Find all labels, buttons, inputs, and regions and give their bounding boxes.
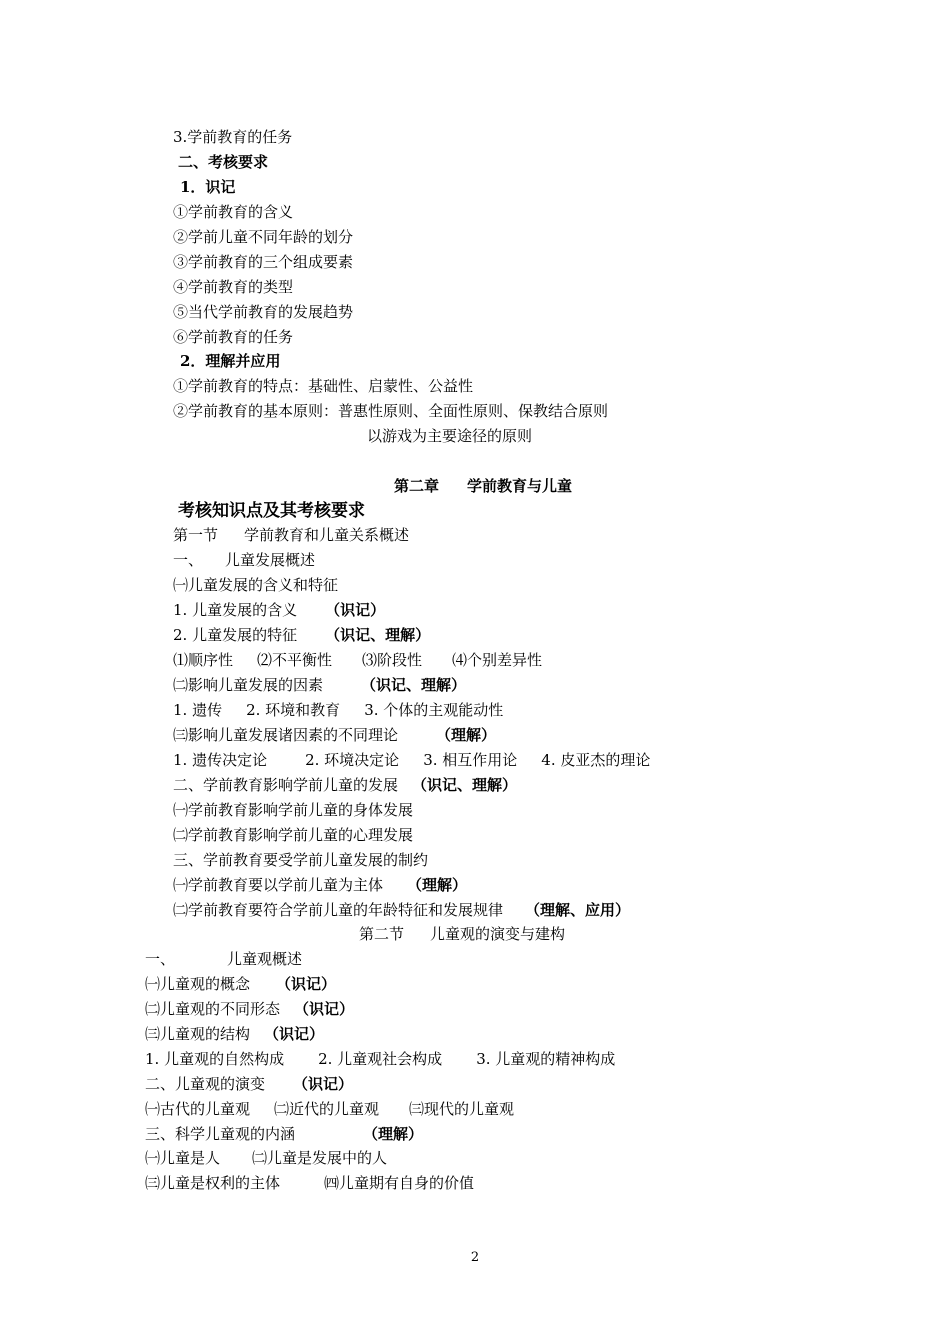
item-text: 二、学前教育影响学前儿童的发展 xyxy=(173,776,399,794)
text-line xyxy=(145,974,336,994)
requirement-tag: （理解） xyxy=(363,1125,424,1143)
item-text: 三、科学儿童观的内涵 xyxy=(145,1125,296,1143)
heading-text: 儿童发展概述 xyxy=(225,551,316,569)
requirement-tag: （识记） xyxy=(293,1075,354,1093)
text-line xyxy=(145,1049,615,1069)
list-item: ②学前儿童不同年龄的划分 xyxy=(173,228,354,246)
requirement-tag: （理解） xyxy=(436,726,497,744)
chapter-name: 学前教育与儿童 xyxy=(467,477,573,495)
text-line xyxy=(145,1099,514,1119)
item-text: 2. 环境决定论 xyxy=(305,751,400,769)
requirement-tag: （识记） xyxy=(325,601,386,619)
item-text: 3. 个体的主观能动性 xyxy=(364,701,504,719)
item-text: ㈡学前教育要符合学前儿童的年龄特征和发展规律 xyxy=(173,901,504,919)
requirement-tag: （识记、理解） xyxy=(412,776,518,794)
item-text: ㈢儿童观的结构 xyxy=(145,1025,251,1043)
item-text: ㈡儿童是发展中的人 xyxy=(252,1149,388,1167)
item-text: 二、儿童观的演变 xyxy=(145,1075,266,1093)
page-number: 2 xyxy=(470,1250,480,1265)
item-text: 1. 遗传决定论 xyxy=(173,751,268,769)
chapter-title xyxy=(394,476,572,496)
item-text: 4. 皮亚杰的理论 xyxy=(541,751,651,769)
text-line xyxy=(173,750,650,770)
list-item: ①学前教育的含义 xyxy=(173,203,294,221)
text-line xyxy=(173,875,467,895)
list-item-continuation: 以游戏为主要途径的原则 xyxy=(367,427,533,445)
item-text: 1. 儿童发展的含义 xyxy=(173,601,298,619)
section-name: 儿童观的演变与建构 xyxy=(430,925,566,943)
item-text: ⑶阶段性 xyxy=(362,651,423,669)
list-item: ④学前教育的类型 xyxy=(173,278,294,296)
text-line xyxy=(173,700,503,720)
item-text: ⑷个别差异性 xyxy=(452,651,543,669)
text-line: ㈠学前教育影响学前儿童的身体发展 xyxy=(173,801,414,819)
item-text: ㈠学前教育要以学前儿童为主体 xyxy=(173,876,384,894)
list-item: ②学前教育的基本原则：普惠性原则、全面性原则、保教结合原则 xyxy=(173,402,609,420)
requirement-tag: （理解、应用） xyxy=(525,901,631,919)
text-line xyxy=(173,725,496,745)
requirement-tag: （识记） xyxy=(294,1000,355,1018)
item-text: ㈠古代的儿童观 xyxy=(145,1100,251,1118)
text-line xyxy=(145,1124,423,1144)
item-text: ㈠儿童观的概念 xyxy=(145,975,251,993)
section-title xyxy=(173,525,409,545)
section-heading: 二、考核要求 xyxy=(178,153,269,171)
item-text: 2. 儿童发展的特征 xyxy=(173,626,298,644)
item-text: ⑵不平衡性 xyxy=(257,651,333,669)
text-line xyxy=(173,775,517,795)
section-name: 学前教育和儿童关系概述 xyxy=(244,526,410,544)
item-text: 1. 儿童观的自然构成 xyxy=(145,1050,285,1068)
text-line: 三、学前教育要受学前儿童发展的制约 xyxy=(173,851,429,869)
heading-text: 儿童观概述 xyxy=(227,950,303,968)
text-line xyxy=(145,1173,474,1193)
text-line: 3.学前教育的任务 xyxy=(173,128,293,146)
requirement-tag: （识记） xyxy=(276,975,337,993)
list-item: ⑥学前教育的任务 xyxy=(173,328,294,346)
item-text: 3. 儿童观的精神构成 xyxy=(476,1050,616,1068)
text-line xyxy=(173,675,466,695)
item-text: ㈡儿童观的不同形态 xyxy=(145,1000,281,1018)
text-line: ㈡学前教育影响学前儿童的心理发展 xyxy=(173,826,414,844)
item-text: ㈠儿童是人 xyxy=(145,1149,221,1167)
item-text: 2. 环境和教育 xyxy=(246,701,341,719)
requirements-heading: 考核知识点及其考核要求 xyxy=(178,501,365,521)
requirement-tag: （识记、理解） xyxy=(361,676,467,694)
text-line xyxy=(173,625,430,645)
ordinal: 一、 xyxy=(173,551,204,569)
ordinal: 一、 xyxy=(145,950,176,968)
section-number: 第一节 xyxy=(173,526,219,544)
item-text: 3. 相互作用论 xyxy=(423,751,518,769)
text-line: ㈠儿童发展的含义和特征 xyxy=(173,576,339,594)
text-line xyxy=(173,650,542,670)
requirement-tag: （识记、理解） xyxy=(325,626,431,644)
text-line xyxy=(173,600,385,620)
item-text: ㈡影响儿童发展的因素 xyxy=(173,676,324,694)
text-line xyxy=(145,1148,387,1168)
item-text: ㈣儿童期有自身的价值 xyxy=(324,1174,475,1192)
subsection-heading: 1．识记 xyxy=(180,178,236,196)
section-title xyxy=(359,924,565,944)
requirement-tag: （识记） xyxy=(264,1025,325,1043)
text-line xyxy=(173,900,630,920)
item-text: ㈢现代的儿童观 xyxy=(409,1100,515,1118)
item-text: 1. 遗传 xyxy=(173,701,223,719)
item-text: ⑴顺序性 xyxy=(173,651,234,669)
item-text: ㈢影响儿童发展诸因素的不同理论 xyxy=(173,726,399,744)
item-text: 2. 儿童观社会构成 xyxy=(318,1050,443,1068)
item-text: ㈡近代的儿童观 xyxy=(274,1100,380,1118)
list-item: ③学前教育的三个组成要素 xyxy=(173,253,354,271)
chapter-number: 第二章 xyxy=(394,477,440,495)
text-line xyxy=(145,949,302,969)
subsection-heading: 2．理解并应用 xyxy=(180,352,281,370)
requirement-tag: （理解） xyxy=(407,876,468,894)
text-line xyxy=(145,1024,324,1044)
item-text: ㈢儿童是权利的主体 xyxy=(145,1174,281,1192)
list-item: ①学前教育的特点：基础性、启蒙性、公益性 xyxy=(173,377,474,395)
list-item: ⑤当代学前教育的发展趋势 xyxy=(173,303,354,321)
text-line xyxy=(173,550,315,570)
text-line xyxy=(145,1074,353,1094)
section-number: 第二节 xyxy=(359,925,405,943)
text-line xyxy=(145,999,354,1019)
